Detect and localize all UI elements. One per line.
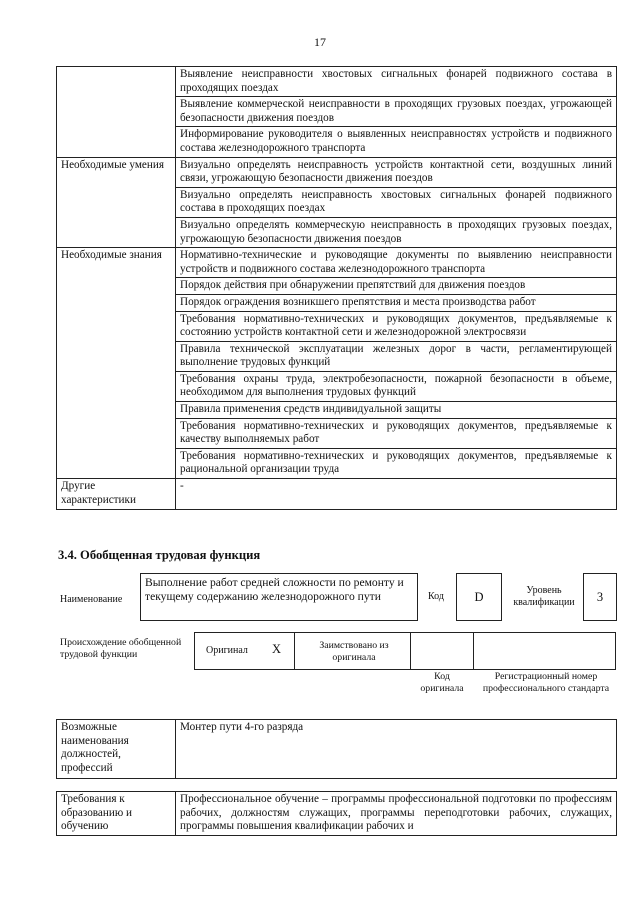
origin-label: Происхождение обобщенной трудовой функции	[60, 637, 182, 660]
name-label: Наименование	[60, 594, 123, 605]
level-label: Уровень квалификации	[513, 585, 575, 608]
section-title: 3.4. Обобщенная трудовая функция	[58, 548, 261, 562]
education-value: Профессиональное обучение – программы профессиональной подготовки по профессиям рабочих, должностям служащих, программы переподготовки рабочих, служащих, программы повышения квалификации рабочих и	[176, 792, 617, 836]
table-row	[57, 479, 617, 510]
requirement-cell: Визуально определять неисправность устройств контактной сети, воздушных линий связи, угрожающую безопасности движения поездов	[176, 157, 617, 187]
requirement-cell: Требования охраны труда, электробезопасности, пожарной безопасности в объеме, необходимом для выполнения трудовых функций	[176, 371, 617, 401]
requirement-cell: Выявление неисправности хвостовых сигнальных фонарей подвижного состава в проходящих поездах	[176, 67, 617, 97]
job-titles-label: Возможные наименования должностей, профессий	[57, 720, 176, 779]
function-name-box	[140, 573, 418, 621]
original-mark: X	[272, 642, 282, 656]
requirement-cell: Выявление коммерческой неисправности в проходящих грузовых поездах, угрожающей безопасности движения поездов	[176, 97, 617, 127]
table-row	[57, 67, 617, 97]
requirement-cell: -	[176, 479, 617, 510]
borrowed-label: Заимствовано из оригинала	[319, 640, 389, 663]
page-number: 17	[314, 35, 326, 49]
origin-divider-2	[410, 632, 411, 670]
function-name-value: Выполнение работ средней сложности по ремонту и текущему содержанию железнодорожного пути	[145, 576, 404, 603]
requirement-cell: Информирование руководителя о выявленных неисправностях устройств и подвижного состава железнодорожного транспорта	[176, 127, 617, 157]
requirement-cell: Требования нормативно-технических и руководящих документов, предъявляемые к состоянию устройств контактной сети и железнодорожной электросвязи	[176, 311, 617, 341]
education-table	[56, 791, 617, 836]
education-label: Требования к образованию и обучению	[57, 792, 176, 836]
competency-table	[56, 66, 617, 510]
origin-divider-1	[294, 632, 295, 670]
row-label: Необходимые знания	[57, 248, 176, 479]
job-titles-value: Монтер пути 4-го разряда	[176, 720, 617, 779]
table-row	[57, 157, 617, 187]
row-label	[57, 67, 176, 158]
code-value: D	[474, 590, 484, 604]
registration-number-caption: Регистрационный номер профессионального стандарта	[482, 671, 610, 694]
requirement-cell: Визуально определять неисправность хвостовых сигнальных фонарей подвижного состава в проходящих поездах	[176, 187, 617, 217]
requirement-cell: Требования нормативно-технических и руководящих документов, предъявляемые к качеству выполняемых работ	[176, 418, 617, 448]
requirement-cell: Порядок действия при обнаружении препятствий для движения поездов	[176, 278, 617, 295]
origin-divider-3	[473, 632, 474, 670]
row-label: Другие характеристики	[57, 479, 176, 510]
requirement-cell: Правила применения средств индивидуальной защиты	[176, 402, 617, 419]
requirement-cell: Нормативно-технические и руководящие документы по выявлению неисправности устройств и подвижного состава железнодорожного транспорта	[176, 248, 617, 278]
requirement-cell: Визуально определять коммерческую неисправность в проходящих грузовых поездах, угрожающую безопасности движения поездов	[176, 217, 617, 247]
row-label: Необходимые умения	[57, 157, 176, 248]
table-row	[57, 248, 617, 278]
requirement-cell: Требования нормативно-технических и руководящих документов, предъявляемые к рациональной организации труда	[176, 448, 617, 478]
level-value: 3	[596, 590, 604, 604]
level-box	[583, 573, 617, 621]
code-label: Код	[428, 591, 444, 602]
job-titles-table	[56, 719, 617, 779]
code-box	[456, 573, 502, 621]
original-label: Оригинал	[206, 645, 248, 656]
requirement-cell: Порядок ограждения возникшего препятствия и места производства работ	[176, 294, 617, 311]
original-code-caption: Код оригинала	[420, 671, 464, 694]
requirement-cell: Правила технической эксплуатации железных дорог в части, регламентирующей выполнение трудовых функций	[176, 341, 617, 371]
